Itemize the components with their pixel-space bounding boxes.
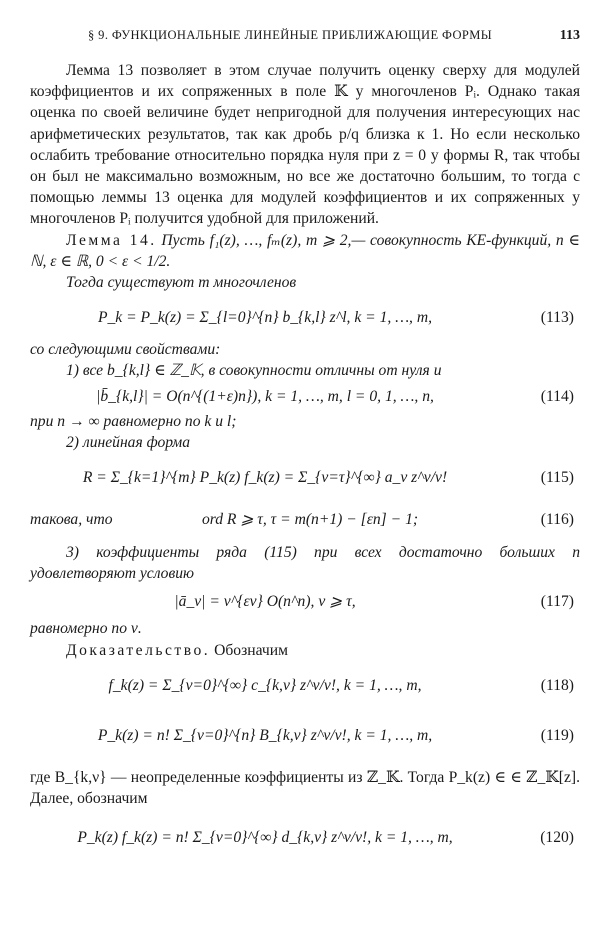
lemma-text: Пусть f₁(z), …, fₘ(z), m ⩾ 2,— совокупность КЕ-функций, n ∈ ℕ, ε ∈ ℝ, 0 < ε < 1/2. (30, 231, 580, 270)
equation-118-body: f_k(z) = Σ_{ν=0}^{∞} c_{k,ν} z^ν/ν!, k = 1, …, m, (108, 676, 422, 694)
equation-119 (30, 711, 580, 767)
equation-118 (30, 661, 580, 711)
equation-113 (30, 293, 580, 339)
equation-119-number: (119) (540, 726, 574, 744)
equation-113-number: (113) (540, 309, 574, 327)
where-paragraph: где B_{k,ν} — неопределенные коэффициенты из ℤ_𝕂. Тогда P_k(z) ∈ ∈ ℤ_𝕂[z]. Далее, обозначим (30, 768, 580, 808)
such-that-text: такова, что (30, 511, 113, 529)
equation-118-number: (118) (540, 676, 574, 694)
equation-117-body: |ā_ν| = ν^{εν} O(n^n), ν ⩾ τ, (174, 593, 356, 611)
equation-120-body: P_k(z) f_k(z) = n! Σ_{ν=0}^{∞} d_{k,ν} z^ν/ν!, k = 1, …, m, (77, 829, 453, 847)
equation-114-body: |b̄_{k,l}| = O(n^{(1+ε)n}), k = 1, …, m, l = 0, 1, …, n, (96, 387, 434, 405)
properties-intro: со следующими свойствами: (30, 341, 221, 359)
equation-120-number: (120) (540, 829, 574, 847)
paragraph-intro: Лемма 13 позволяет в этом случае получить оценку сверху для модулей коэффициентов и их сопряженных в поле 𝕂 у многочленов Pᵢ. Однако такая оценка по своей величине будет непригодной для получения интересующих нас арифметических результатов, так как дробь p/q близка к 1. Но если несколько ослабить требование относительно порядка нуля при z = 0 у формы R, так чтобы он был не максимально возможным, но все же достаточно большим, то тогда с помощью леммы 13 оценка для модулей коэффициентов и их сопряженных у многочленов Pᵢ получится удобной для приложений. (30, 62, 580, 228)
equation-115-number: (115) (540, 469, 574, 487)
equation-113-body: P_k = P_k(z) = Σ_{l=0}^{n} b_{k,l} z^l, k = 1, …, m, (97, 309, 433, 327)
equation-119-body: P_k(z) = n! Σ_{ν=0}^{n} B_{k,ν} z^ν/ν!, k = 1, …, m, (97, 726, 433, 744)
equation-115 (30, 453, 580, 503)
equation-116-body: ord R ⩾ τ, τ = m(n+1) − [εn] − 1; (201, 511, 419, 529)
property-2: 2) линейная форма (66, 433, 191, 451)
equation-116-number: (116) (540, 511, 574, 529)
proof-label: Доказательство. (66, 641, 211, 659)
running-header (88, 28, 580, 44)
uniform-nu: равномерно по ν. (30, 620, 142, 638)
equation-120 (30, 809, 580, 863)
equation-116-row (30, 503, 580, 533)
book-page (30, 28, 580, 863)
proof-start (30, 640, 580, 661)
equation-117-number: (117) (540, 593, 574, 611)
equation-117 (30, 584, 580, 618)
property-3: 3) коэффициенты ряда (115) при всех достаточно больших n удовлетворяют условию (30, 544, 580, 583)
lemma-label: Лемма 14. (66, 231, 157, 249)
lemma-then: Тогда существуют m многочленов (66, 274, 297, 292)
equation-114 (30, 382, 580, 411)
equation-115-body: R = Σ_{k=1}^{m} P_k(z) f_k(z) = Σ_{ν=τ}^{∞} a_ν z^ν/ν! (82, 469, 448, 487)
property-1: 1) все b_{k,l} ∈ ℤ_𝕂, в совокупности отличны от нуля и (66, 362, 442, 380)
page-body (30, 60, 580, 863)
uniform-kl: при n → ∞ равномерно по k и l; (30, 412, 237, 430)
equation-114-number: (114) (540, 387, 574, 405)
lemma-statement (30, 230, 580, 272)
proof-text: Обозначим (214, 641, 288, 659)
page-number: 113 (559, 28, 580, 43)
running-title: § 9. ФУНКЦИОНАЛЬНЫЕ ЛИНЕЙНЫЕ ПРИБЛИЖАЮЩИЕ ФОРМЫ (88, 28, 493, 42)
